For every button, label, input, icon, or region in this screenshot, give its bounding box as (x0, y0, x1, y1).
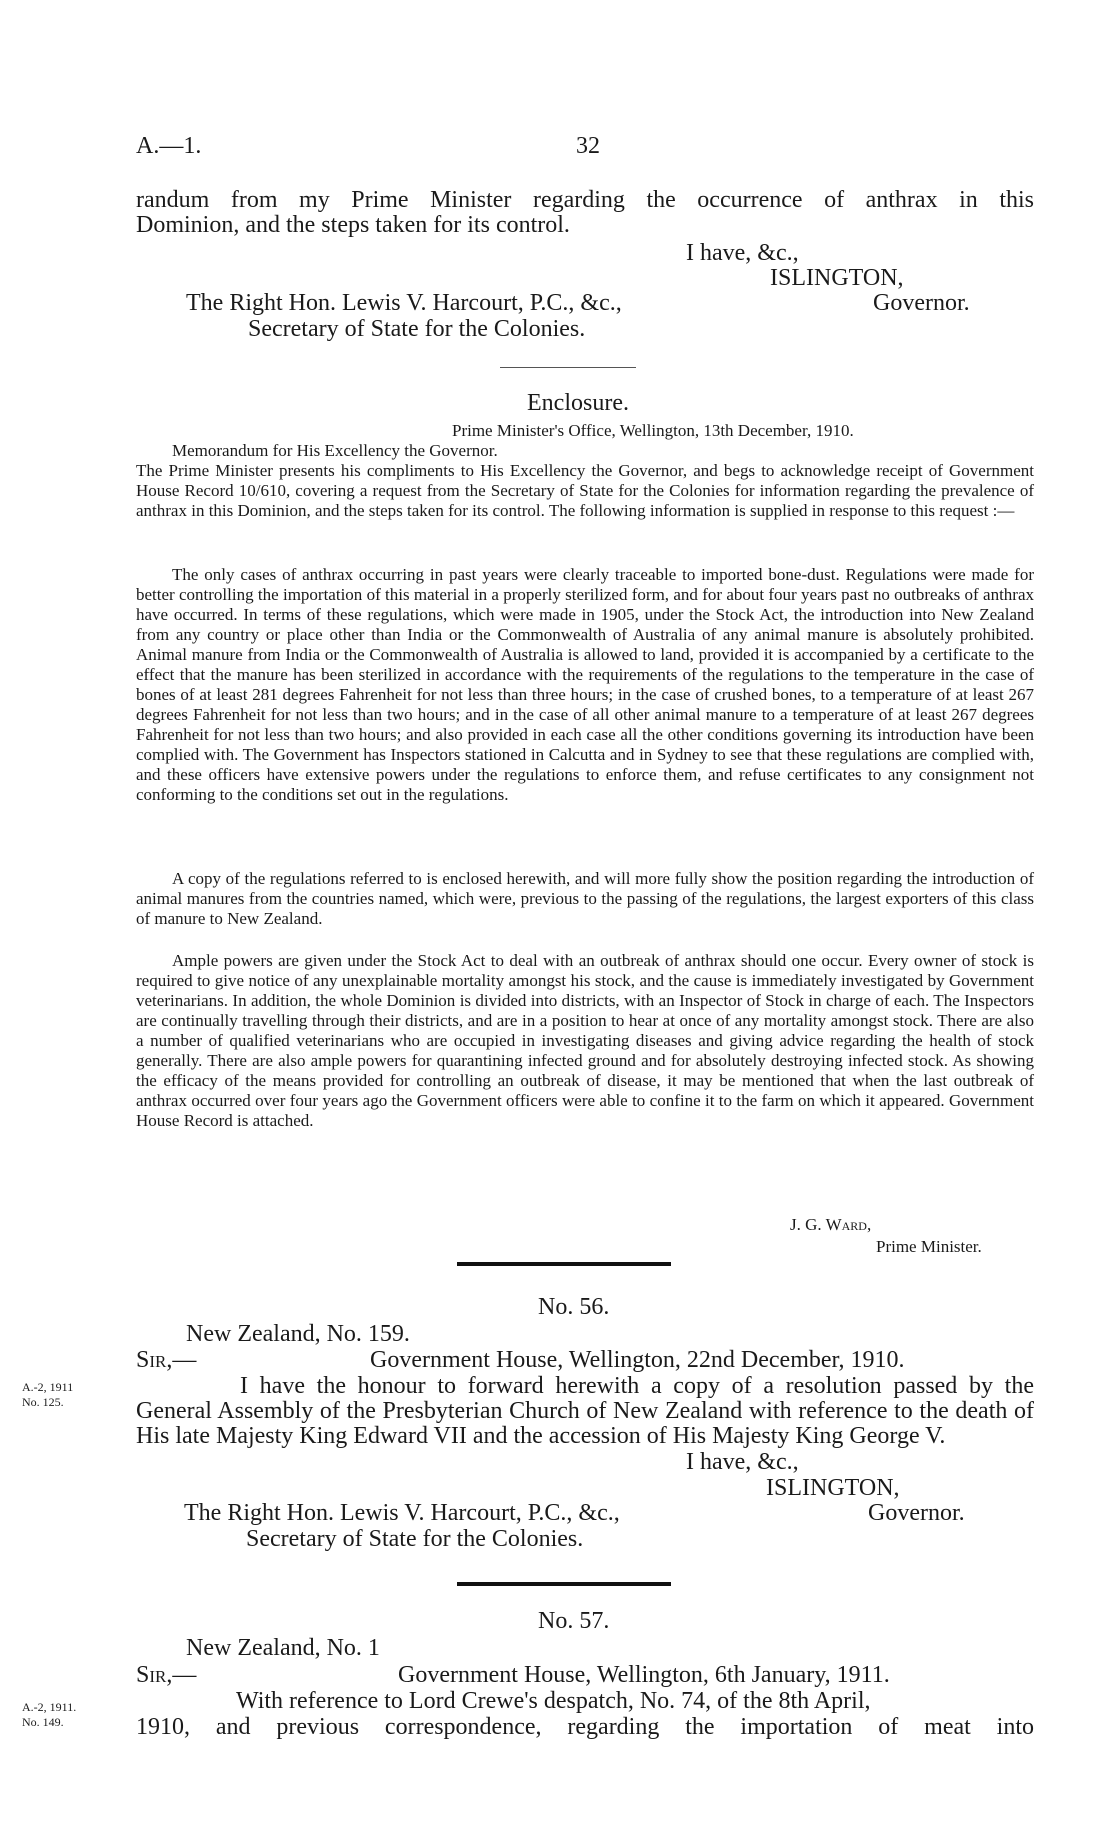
enclosure-paragraph-2: The only cases of anthrax occurring in past years were clearly traceable to imported bone-dust. Regulations were made for better controlling the importation of this material in a properly sterilized form, and for about four years past no outbreaks of anthrax have occurred. In terms of these regulations, which were made in 1905, under the Stock Act, the introduction into New Zealand from any country or place other than India or the Commonwealth of Australia of any animal manure is absolutely prohibited. Animal manure from India or the Commonwealth of Australia is allowed to land, provided it is accompanied by a certificate to the effect that the manure has been sterilized in accordance with the requirements of the regulations to the temperature in the case of bones of at least 281 degrees Fahrenheit for not less than three hours; in the case of crushed bones, to a temperature of at least 267 degrees Fahrenheit for not less than two hours; and in the case of all other animal manure to a temperature of at least 267 degrees Fahrenheit for not less than two hours; and also provided in each case all the other conditions governing its introduction have been complied with. The Government has Inspectors stationed in Calcutta and in Sydney to see that these regulations are complied with, and these officers have extensive powers under the regulations to enforce them, and refuse certificates to any consignment not conforming to the conditions set out in the regulations. (136, 565, 1034, 804)
memo-to: Memorandum for His Excellency the Governor. (172, 441, 498, 460)
letter-body-line-2: 1910, and previous correspondence, regarding the importation of meat into (136, 1714, 1034, 1740)
letter-signer-title: Governor. (868, 1500, 965, 1526)
enclosure-paragraph-4: Ample powers are given under the Stock Act to deal with an outbreak of anthrax should one occur. Every owner of stock is required to give notice of any unexplainable mortality amongst his stock, and the cause is immediately investigated by Government veterinarians. In addition, the whole Dominion is divided into districts, with an Inspector of Stock in charge of each. The Inspectors are continually travelling through their districts, and are in a position to hear at once of any mortality amongst stock. There are also a number of qualified veterinarians who are occupied in investigating diseases and giving advice regarding the health of stock generally. There are also ample powers for quarantining infected ground and for absolutely destroying infected stock. As showing the efficacy of the means provided for controlling an outbreak of disease, it may be mentioned that when the last outbreak of anthrax occurred over four years ago the Government officers were able to confine it to the farm on which it appeared. Government House Record is attached. (136, 951, 1034, 1130)
letter-addressee: The Right Hon. Lewis V. Harcourt, P.C., &c., (184, 1500, 620, 1526)
addressee-title: Secretary of State for the Colonies. (248, 316, 586, 342)
continued-line-1: randum from my Prime Minister regarding the occurrence of anthrax in this (136, 187, 1034, 213)
divider (500, 367, 636, 368)
signature-title: Prime Minister. (876, 1237, 982, 1256)
margin-ref-2: No. 125. (22, 1395, 64, 1409)
letter-signer: ISLINGTON, (766, 1475, 900, 1501)
letter-addressee-title: Secretary of State for the Colonies. (246, 1526, 584, 1552)
salutation: Sir,— (136, 1662, 197, 1688)
letter-dateline: Government House, Wellington, 6th January, 1911. (398, 1662, 890, 1688)
enclosure-paragraph-1: The Prime Minister presents his compliments to His Excellency the Governor, and begs to acknowledge receipt of Government House Record 10/610, covering a request from the Secretary of State for the Colonies for information regarding the prevalence of anthrax in this Dominion, and the steps taken for its control. The following information is supplied in response to this request :— (136, 461, 1034, 520)
letter-ref: New Zealand, No. 159. (186, 1321, 410, 1347)
letter-ref: New Zealand, No. 1 (186, 1635, 380, 1661)
continued-line-2: Dominion, and the steps taken for its control. (136, 212, 570, 238)
signer-title: Governor. (873, 290, 970, 316)
section-divider (457, 1262, 671, 1266)
page-number: 32 (576, 133, 600, 159)
closing: I have, &c., (686, 240, 799, 266)
letter-body-line-1: With reference to Lord Crewe's despatch, No. 74, of the 8th April, (236, 1688, 871, 1714)
enclosure-dateline: Prime Minister's Office, Wellington, 13th December, 1910. (452, 421, 854, 440)
signature: J. G. Ward, (790, 1215, 872, 1234)
margin-ref-2: No. 149. (22, 1715, 64, 1729)
letter-dateline: Government House, Wellington, 22nd December, 1910. (370, 1347, 905, 1373)
section-divider (457, 1582, 671, 1586)
signer: ISLINGTON, (770, 265, 904, 291)
letter-number: No. 57. (538, 1608, 610, 1634)
salutation: Sir,— (136, 1347, 197, 1373)
series-label: A.—1. (136, 133, 202, 159)
margin-ref-1: A.-2, 1911 (22, 1380, 74, 1394)
enclosure-heading: Enclosure. (527, 390, 629, 416)
addressee: The Right Hon. Lewis V. Harcourt, P.C., &c., (186, 290, 622, 316)
margin-ref-1: A.-2, 1911. (22, 1700, 77, 1714)
letter-number: No. 56. (538, 1294, 610, 1320)
letter-body: I have the honour to forward herewith a copy of a resolution passed by the General Assembly of the Presbyterian Church of New Zealand with reference to the death of His late Majesty King Edward VII and the accession of His Majesty King George V. (136, 1373, 1034, 1449)
letter-closing: I have, &c., (686, 1449, 799, 1475)
enclosure-paragraph-3: A copy of the regulations referred to is enclosed herewith, and will more fully show the position regarding the introduction of animal manures from the countries named, which were, previous to the passing of the regulations, the largest exporters of this class of manure to New Zealand. (136, 869, 1034, 928)
